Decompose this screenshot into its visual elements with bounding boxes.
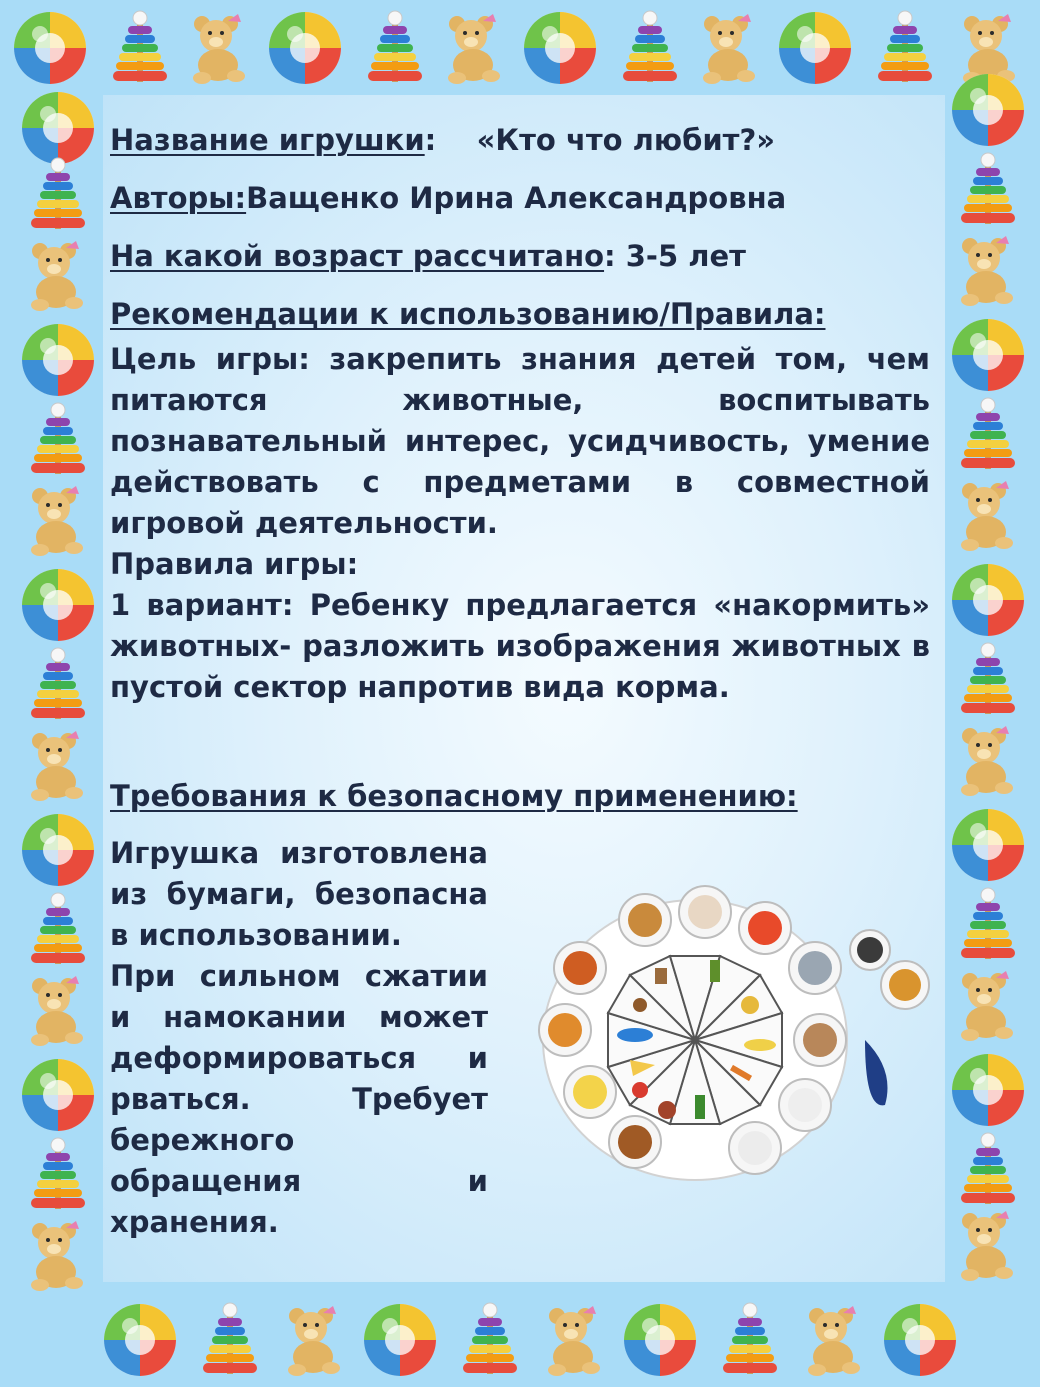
beach-ball-icon	[18, 565, 98, 645]
safety-heading: Требования к безопасному применению:	[110, 779, 798, 813]
safety-body	[110, 833, 488, 1243]
toy-name-colon: :	[424, 123, 437, 157]
age-value: : 3-5 лет	[604, 239, 746, 273]
toy-pyramid-icon	[865, 8, 945, 88]
teddy-bear-icon	[275, 1300, 355, 1380]
toy-pyramid-icon	[100, 8, 180, 88]
beach-ball-icon	[775, 8, 855, 88]
toy-pyramid-icon	[710, 1300, 790, 1380]
teddy-bear-icon	[948, 720, 1028, 800]
age-line	[110, 236, 930, 277]
teddy-bear-icon	[795, 1300, 875, 1380]
beach-ball-icon	[520, 8, 600, 88]
teddy-bear-icon	[948, 965, 1028, 1045]
teddy-bear-icon	[690, 8, 770, 88]
recommendations-heading: Рекомендации к использованию/Правила:	[110, 297, 826, 331]
toy-name-line	[110, 120, 930, 161]
toy-pyramid-icon	[948, 1130, 1028, 1210]
document-body	[110, 120, 930, 829]
teddy-bear-icon	[948, 475, 1028, 555]
beach-ball-icon	[18, 320, 98, 400]
beach-ball-icon	[948, 315, 1028, 395]
beach-ball-icon	[360, 1300, 440, 1380]
beach-ball-icon	[100, 1300, 180, 1380]
toy-pyramid-icon	[18, 400, 98, 480]
teddy-bear-icon	[948, 230, 1028, 310]
rules-title: Правила игры:	[110, 547, 359, 581]
beach-ball-icon	[948, 1050, 1028, 1130]
beach-ball-icon	[265, 8, 345, 88]
goal-paragraph: Цель игры: закрепить знания детей том, чем питаются животные, воспитывать познавательный интерес, усидчивость, умение действовать с предметами в совместной игровой деятельности.	[110, 342, 930, 540]
beach-ball-icon	[880, 1300, 960, 1380]
authors-line	[110, 178, 930, 219]
toy-name-label: Название игрушки	[110, 123, 425, 157]
teddy-bear-icon	[18, 970, 98, 1050]
teddy-bear-icon	[18, 480, 98, 560]
teddy-bear-icon	[435, 8, 515, 88]
variant-paragraph: 1 вариант: Ребенку предлагается «накормить» животных- разложить изображения животных в пустой сектор напротив вида корма.	[110, 588, 930, 704]
teddy-bear-icon	[18, 235, 98, 315]
toy-name-value: «Кто что любит?»	[476, 123, 776, 157]
authors-value: Ващенко Ирина Александровна	[246, 181, 787, 215]
beach-ball-icon	[620, 1300, 700, 1380]
toy-pyramid-icon	[18, 645, 98, 725]
safety-paragraph-1: Игрушка изготовлена из бумаги, безопасна в использовании.	[110, 836, 488, 952]
toy-pyramid-icon	[450, 1300, 530, 1380]
teddy-bear-icon	[18, 725, 98, 805]
toy-pyramid-icon	[948, 395, 1028, 475]
beach-ball-icon	[948, 560, 1028, 640]
toy-pyramid-icon	[18, 890, 98, 970]
toy-pyramid-icon	[948, 885, 1028, 965]
toy-photo	[535, 880, 935, 1185]
beach-ball-icon	[948, 805, 1028, 885]
toy-pyramid-icon	[18, 155, 98, 235]
safety-paragraph-2: При сильном сжатии и намокании может деформироваться и рваться. Требует бережного обращения и хранения.	[110, 959, 488, 1239]
toy-pyramid-icon	[18, 1135, 98, 1215]
beach-ball-icon	[10, 8, 90, 88]
teddy-bear-icon	[535, 1300, 615, 1380]
teddy-bear-icon	[948, 1205, 1028, 1285]
authors-label: Авторы:	[110, 181, 247, 215]
beach-ball-icon	[948, 70, 1028, 150]
toy-pyramid-icon	[190, 1300, 270, 1380]
beach-ball-icon	[18, 810, 98, 890]
teddy-bear-icon	[18, 1215, 98, 1295]
beach-ball-icon	[18, 1055, 98, 1135]
age-label: На какой возраст рассчитано	[110, 239, 605, 273]
toy-pyramid-icon	[948, 640, 1028, 720]
toy-pyramid-icon	[948, 150, 1028, 230]
teddy-bear-icon	[180, 8, 260, 88]
toy-pyramid-icon	[355, 8, 435, 88]
toy-pyramid-icon	[610, 8, 690, 88]
